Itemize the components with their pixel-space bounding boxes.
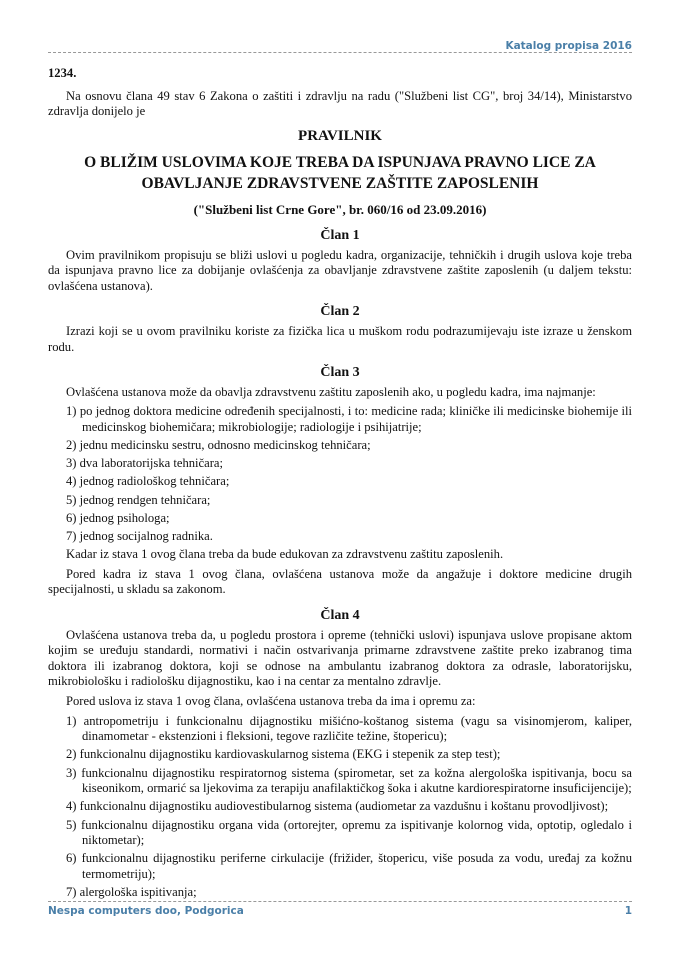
list-item: 4) jednog radiološkog tehničara; xyxy=(66,474,230,489)
page-header xyxy=(48,36,632,53)
article-4-paragraph: Ovlašćena ustanova treba da, u pogledu prostora i opreme (tehnički uslovi) ispunjava uslove propisane aktom kojim se uređuju standardi, normativi i način ostvarivanja primarne zdravstvene zaštite preko izabranog tima doktora ili izabranog doktora, koji se odnose na ambulantu izabranog doktora za odrasle, laboratorijsku, mikrobiološku i radiološku dijagnostiku, kao i na centar za mentalno zdravlje. xyxy=(48,627,632,689)
list-item: 5) funkcionalnu dijagnostiku organa vida (ortorejter, opremu za ispitivanje kolornog vida, optotip, ogledalo i niktometar); xyxy=(66,817,632,848)
document-title: O BLIŽIM USLOVIMA KOJE TREBA DA ISPUNJAVA PRAVNO LICE ZA OBAVLJANJE ZDRAVSTVENE ZAŠTITE ZAPOSLENIH xyxy=(84,154,596,193)
list-item: 6) jednog psihologa; xyxy=(66,510,170,525)
list-item: 2) jednu medicinsku sestru, odnosno medicinskog tehničara; xyxy=(66,438,371,453)
article-4-heading: Član 4 xyxy=(320,608,360,623)
article-3-heading: Član 3 xyxy=(320,365,360,381)
article-1-paragraph: Ovim pravilnikom propisuju se bliži uslovi u pogledu kadra, organizacije, tehničkih i drugih uslova koje treba da ispunjava pravno lice za dobijanje ovlašćenja za obavljanje zdravstvene zaštite zaposlenih (u daljem tekstu: ovlašćena ustanova). xyxy=(48,247,632,293)
article-3-paragraph: Kadar iz stava 1 ovog člana treba da bude edukovan za zdravstvenu zaštitu zaposlenih. xyxy=(66,547,504,562)
list-item: 3) funkcionalnu dijagnostiku respiratornog sistema (spirometar, set za kožna alergološka ispitivanja, bocu sa kiseonikom, ormarić sa ljekovima za terapiju anafilaktičkog šoka i akutne kardiorespiratorne insuficijencije); xyxy=(66,765,632,796)
list-item: 6) funkcionalnu dijagnostiku periferne cirkulacije (frižider, štopericu, više posuda za vodu, uređaj za kožnu termometriju); xyxy=(66,851,632,881)
document-type: PRAVILNIK xyxy=(298,127,382,144)
intro-paragraph: Na osnovu člana 49 stav 6 Zakona o zaštiti i zdravlju na radu ("Službeni list CG", broj 34/14), Ministarstvo zdravlja donijelo je xyxy=(48,88,632,119)
list-item: 3) dva laboratorijska tehničara; xyxy=(66,456,224,471)
page-number: 1 xyxy=(624,905,632,917)
article-4-list xyxy=(48,714,632,901)
article-4-paragraph: Pored uslova iz stava 1 ovog člana, ovlašćena ustanova treba da ima i opremu za: xyxy=(66,693,476,708)
list-item: 1) po jednog doktora medicine određenih specijalnosti, i to: medicine rada; kliničke ili medicinske biohemije ili medicinskog biohemičara; mikrobiologije; radiologije i psihijatrije; xyxy=(66,404,632,434)
article-2-heading: Član 2 xyxy=(320,304,360,320)
document-body xyxy=(48,66,632,903)
page-footer xyxy=(48,901,632,917)
article-3-paragraph: Ovlašćena ustanova može da obavlja zdravstvenu zaštitu zaposlenih ako, u pogledu kadra, ima najmanje: xyxy=(66,384,596,399)
citation: ("Službeni list Crne Gore", br. 060/16 od 23.09.2016) xyxy=(193,202,487,218)
list-item: 7) alergološka ispitivanja; xyxy=(66,885,197,900)
list-item: 2) funkcionalnu dijagnostiku kardiovaskularnog sistema (EKG i stepenik za step test); xyxy=(66,747,501,762)
list-item: 1) antropometriju i funkcionalnu dijagnostiku mišićno-koštanog sistema (vagu sa visinomjerom, kaliper, dinamometar - ekstenzioni i fleksioni, tegove različite težine, štopericu); xyxy=(66,713,632,744)
list-item: 5) jednog rendgen tehničara; xyxy=(66,492,211,507)
article-1-heading: Član 1 xyxy=(320,227,360,243)
footer-company: Nespa computers doo, Podgorica xyxy=(48,905,244,917)
list-item: 7) jednog socijalnog radnika. xyxy=(66,529,213,544)
article-3-list xyxy=(48,404,632,544)
article-2-paragraph: Izrazi koji se u ovom pravilniku koriste za fizička lica u muškom rodu podrazumijevaju iste izraze u ženskom rodu. xyxy=(48,323,632,354)
regulation-number: 1234. xyxy=(48,66,77,80)
list-item: 4) funkcionalnu dijagnostiku audiovestibularnog sistema (audiometar za vazdušnu i koštanu provodljivost); xyxy=(66,799,609,814)
article-3-paragraph: Pored kadra iz stava 1 ovog člana, ovlašćena ustanova može da angažuje i doktore medicine drugih specijalnosti, u skladu sa zakonom. xyxy=(48,566,632,597)
catalog-title: Katalog propisa 2016 xyxy=(505,40,632,52)
